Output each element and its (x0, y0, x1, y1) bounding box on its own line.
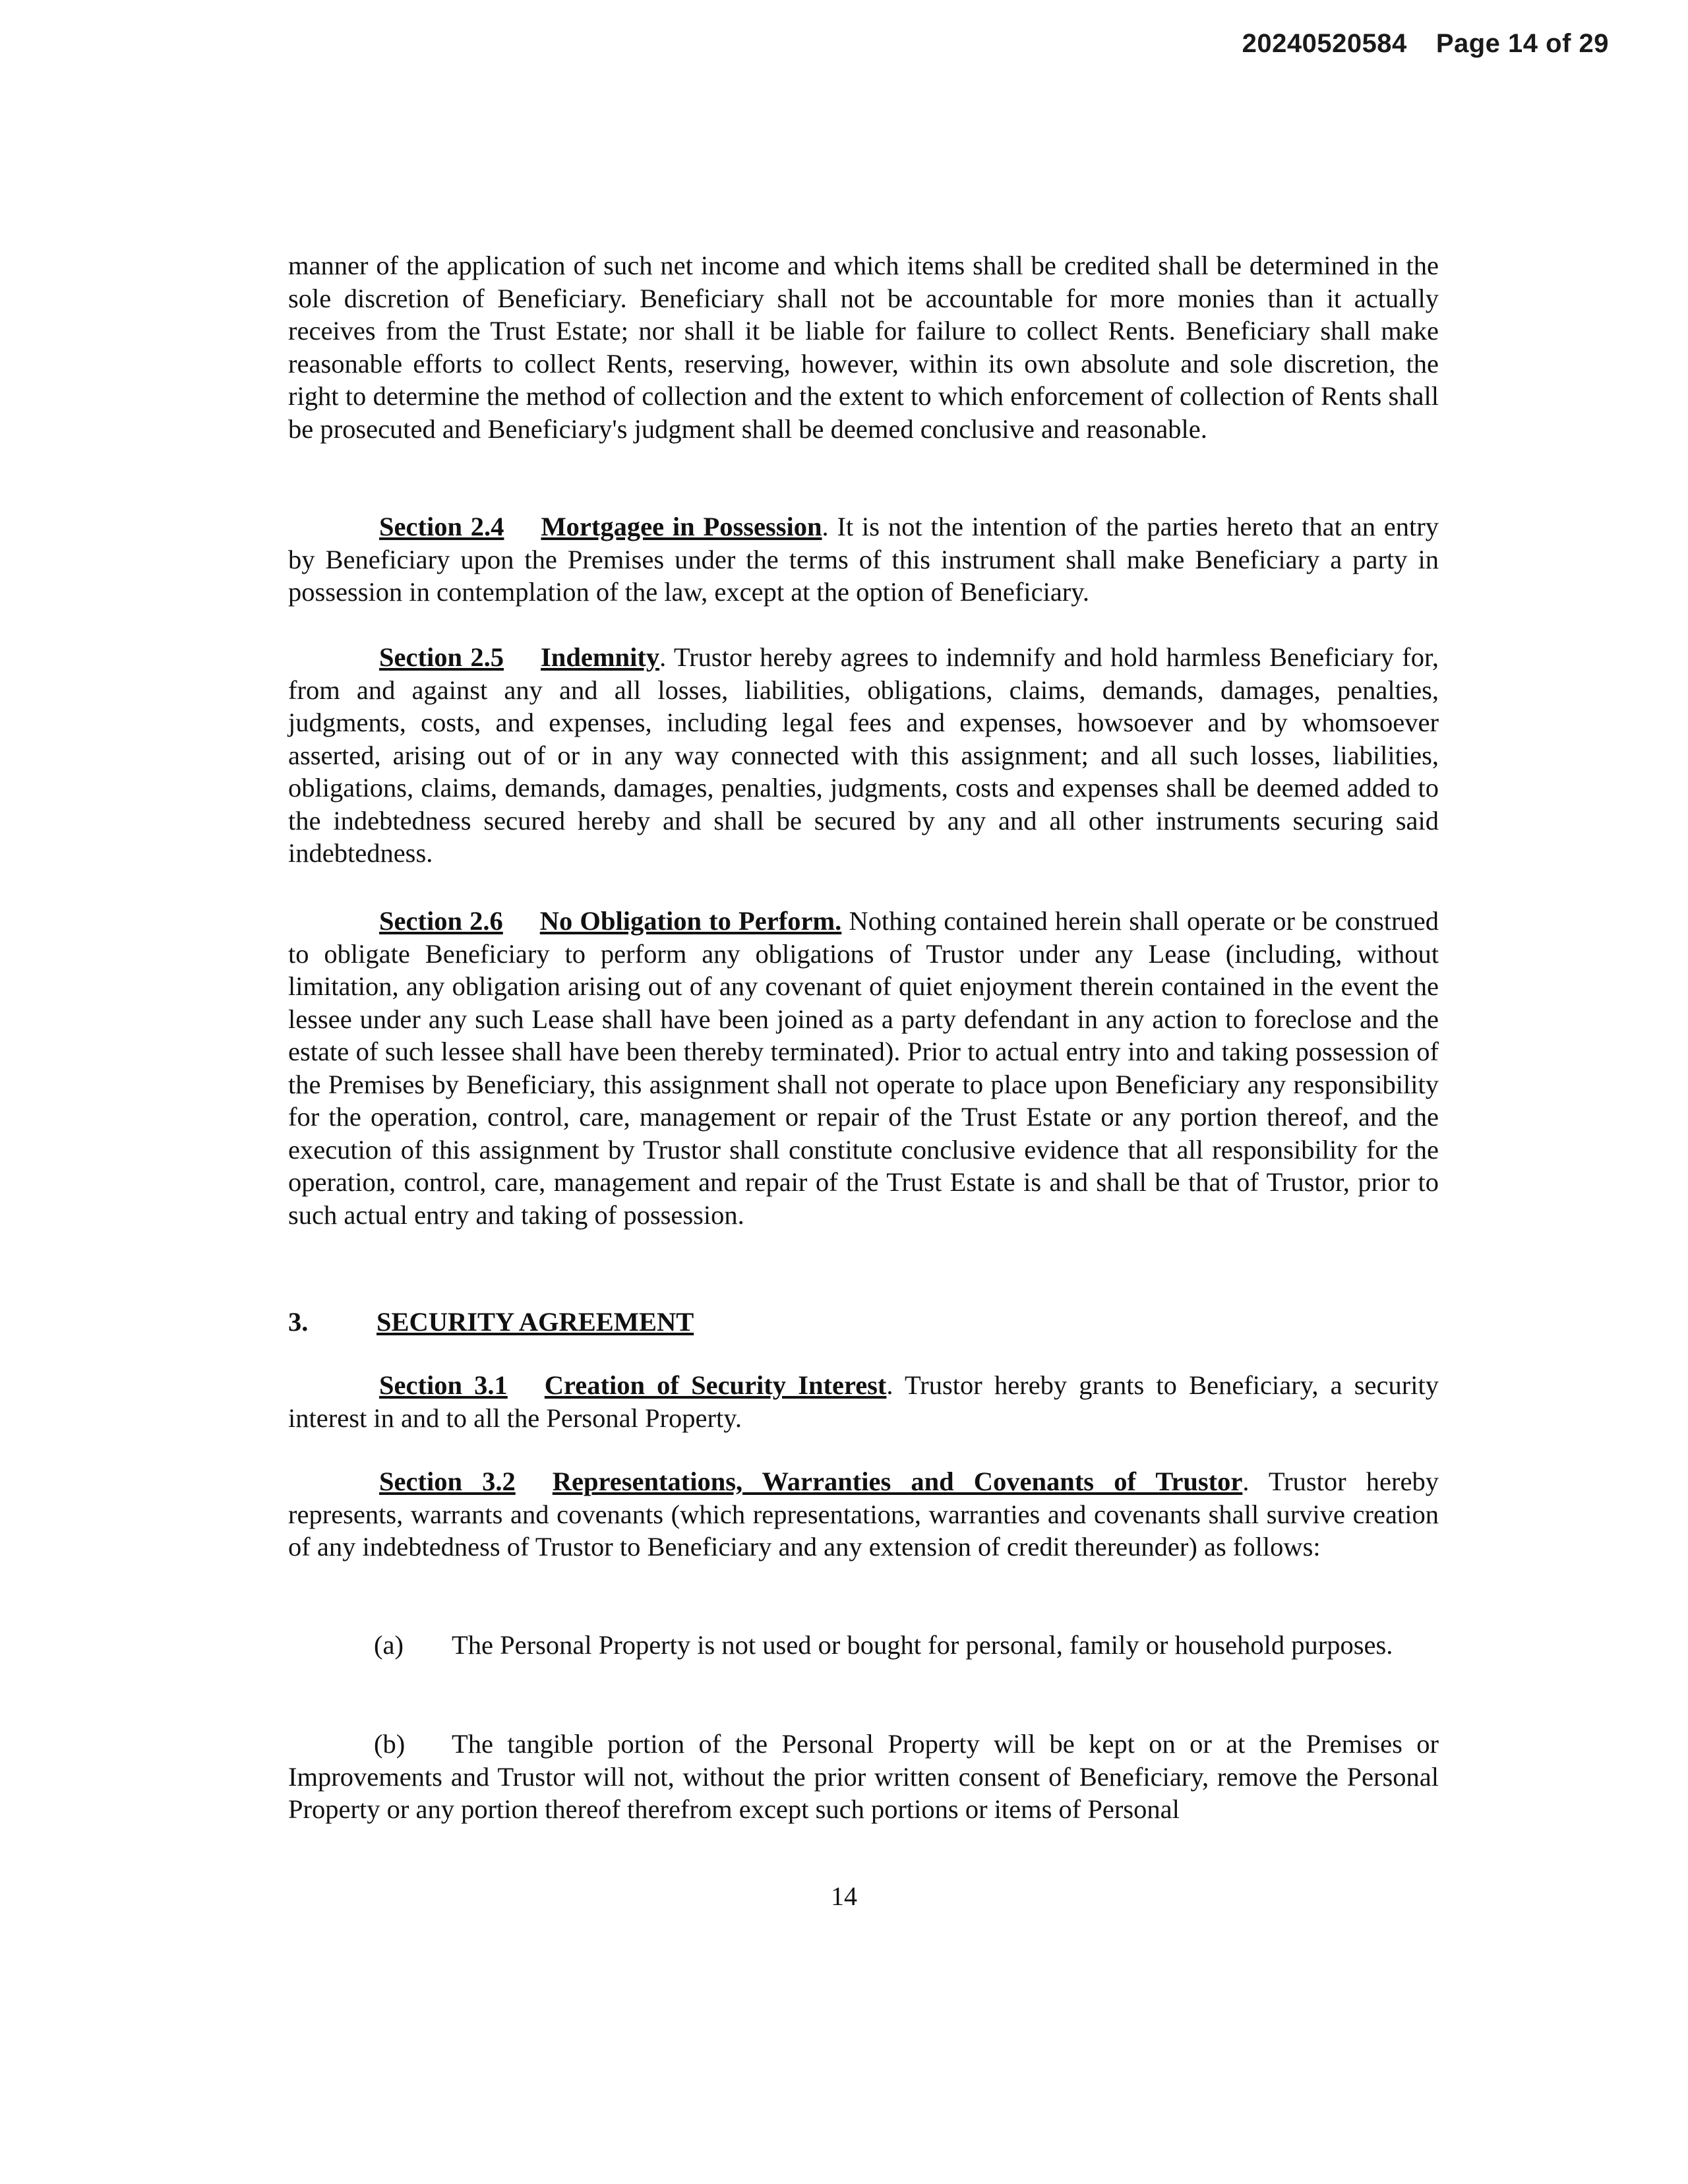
section-number: Section 3.1 (379, 1370, 508, 1400)
paragraph-continuation (288, 249, 1439, 445)
section-title: Creation of Security Interest (544, 1370, 887, 1400)
section-text: Nothing contained herein shall operate or be construed to obligate Beneficiary to perform any obligations of Trustor under any Lease (including, without limitation, any obligation arising out of any covenant of quiet enjoyment therein contained in the event the lessee under any such Lease shall have been joined as a party defendant in any action to foreclose and the estate of such lessee shall have been thereby terminated). Prior to actual entry into and taking possession of the Premises by Beneficiary, this assignment shall not operate to place upon Beneficiary any responsibility for the operation, control, care, management or repair of the Trust Estate or any portion thereof, and the execution of this assignment by Trustor shall constitute conclusive evidence that all responsibility for the operation, control, care, management and repair of the Trust Estate is and shall be that of Trustor, prior to such actual entry and taking of possession. (288, 906, 1439, 1230)
subsection-label: (a) (374, 1630, 404, 1660)
article-number: 3. (288, 1307, 309, 1337)
section-2-6 (288, 905, 1439, 1231)
section-3-1 (288, 1369, 1439, 1434)
subsection-b (288, 1728, 1439, 1826)
section-text: . Trustor hereby represents, warrants and covenants (which representations, warranties and covenants shall survive creation of any indebtedness of Trustor to Beneficiary and any extension of credit thereunder) as follows: (288, 1467, 1439, 1562)
section-number: Section 3.2 (379, 1467, 516, 1496)
section-number: Section 2.5 (379, 642, 504, 672)
subsection-label: (b) (374, 1729, 406, 1759)
section-text: . It is not the intention of the parties hereto that an entry by Beneficiary upon the Premises under the terms of this instrument shall make Beneficiary a party in possession in contemplation of the law, except at the option of Beneficiary. (288, 512, 1439, 607)
page-footer (0, 1881, 1688, 1912)
section-2-5 (288, 641, 1439, 870)
section-3-2 (288, 1465, 1439, 1563)
paragraph-text: manner of the application of such net income and which items shall be credited shall be determined in the sole discretion of Beneficiary. Beneficiary shall not be accountable for more monies than it actually receives from the Trust Estate; nor shall it be liable for failure to collect Rents. Beneficiary shall make reasonable efforts to collect Rents, reserving, however, within its own absolute and sole discretion, the right to determine the method of collection and the extent to which enforcement of collection of Rents shall be prosecuted and Beneficiary's judgment shall be deemed conclusive and reasonable. (288, 251, 1439, 444)
document-number: 20240520584 (1242, 29, 1407, 58)
subsection-text: The tangible portion of the Personal Property will be kept on or at the Premises or Improvements and Trustor will not, without the prior written consent of Beneficiary, remove the Personal Property or any portion thereof therefrom except such portions or items of Personal (288, 1729, 1439, 1824)
article-title: SECURITY AGREEMENT (377, 1307, 694, 1337)
section-text: . Trustor hereby agrees to indemnify and hold harmless Beneficiary for, from and against any and all losses, liabilities, obligations, claims, demands, damages, penalties, judgments, costs, and expenses, including legal fees and expenses, howsoever and by whomsoever asserted, arising out of or in any way connected with this assignment; and all such losses, liabilities, obligations, claims, demands, damages, penalties, judgments, costs and expenses shall be deemed added to the indebtedness secured hereby and shall be secured by any and all other instruments securing said indebtedness. (288, 642, 1439, 868)
page-header (1242, 29, 1609, 59)
section-text: . Trustor hereby grants to Beneficiary, a security interest in and to all the Personal Property. (288, 1370, 1439, 1433)
section-title: Representations, Warranties and Covenants of Trustor (552, 1467, 1243, 1496)
section-number: Section 2.6 (379, 906, 503, 936)
section-title: No Obligation to Perform. (539, 906, 842, 936)
subsection-text: The Personal Property is not used or bought for personal, family or household purposes. (452, 1630, 1393, 1660)
page-label: Page 14 of 29 (1435, 29, 1609, 58)
section-2-4 (288, 510, 1439, 609)
page-number: 14 (831, 1881, 857, 1911)
section-title: Indemnity (541, 642, 660, 672)
subsection-a (288, 1629, 1439, 1662)
section-number: Section 2.4 (379, 512, 504, 541)
article-3-heading (288, 1306, 1439, 1339)
section-title: Mortgagee in Possession (541, 512, 822, 541)
